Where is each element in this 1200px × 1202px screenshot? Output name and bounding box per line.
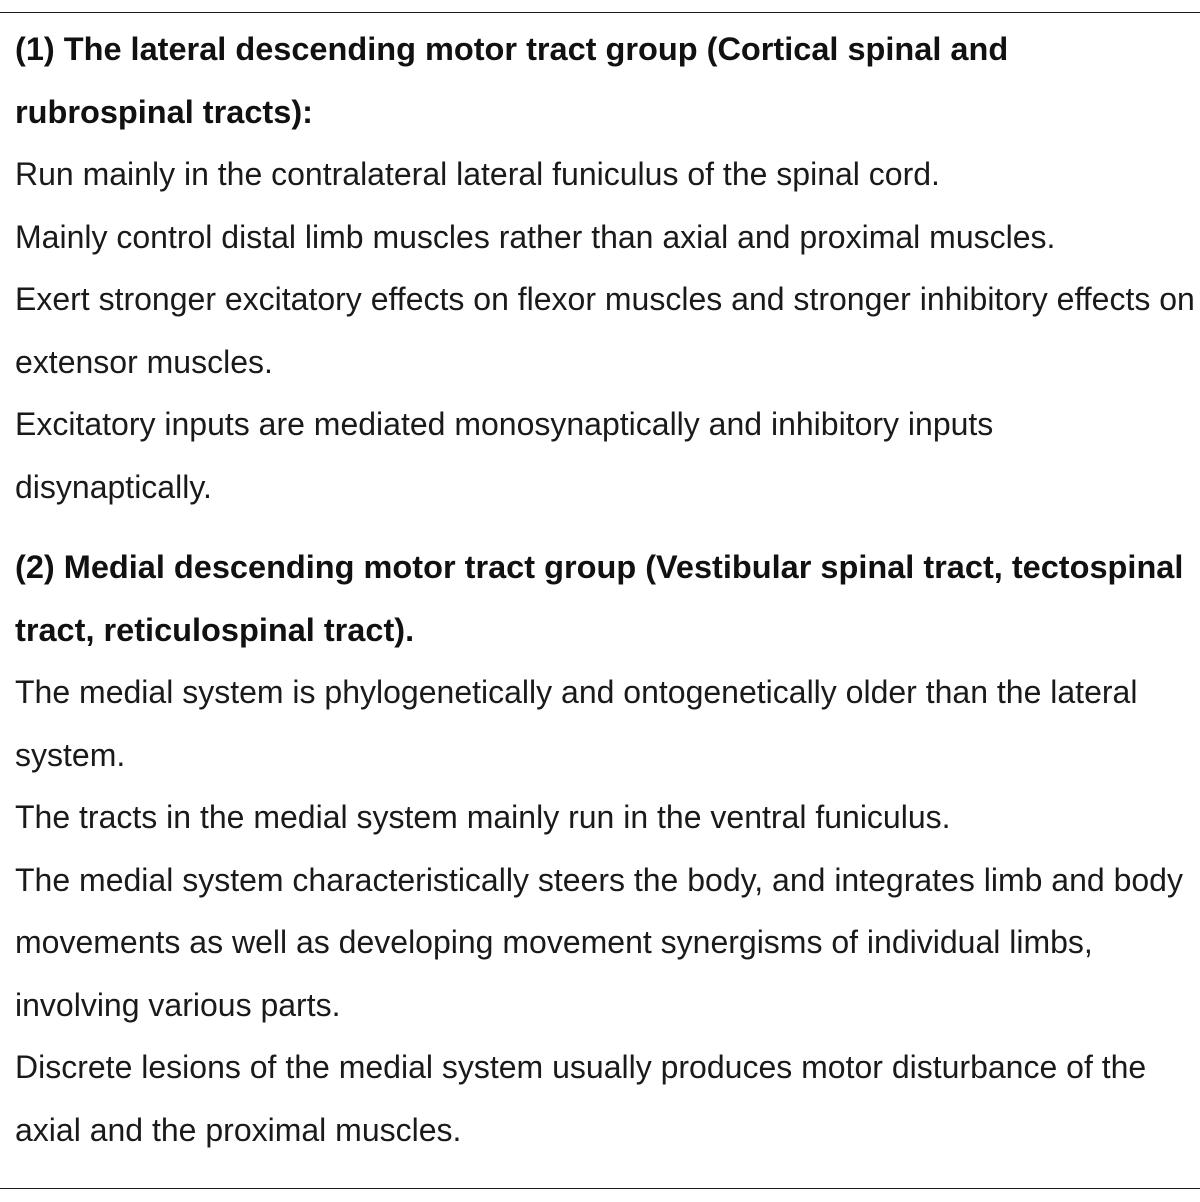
list-item: Excitatory inputs are mediated monosynaptically and inhibitory inputs disynaptically. — [15, 406, 994, 505]
bottom-rule — [0, 1188, 1200, 1189]
list-item: Discrete lesions of the medial system usually produces motor disturbance of the axial and the proximal muscles. — [15, 1049, 1147, 1148]
list-item: Run mainly in the contralateral lateral funiculus of the spinal cord. — [15, 156, 940, 192]
lateral-tract-section — [15, 18, 1195, 518]
medial-tract-section — [15, 536, 1195, 1161]
section-heading: (2) Medial descending motor tract group (Vestibular spinal tract, tectospinal tract, reticulospinal tract). — [15, 549, 1184, 648]
list-item: The tracts in the medial system mainly run in the ventral funiculus. — [15, 799, 951, 835]
list-item: The medial system is phylogenetically and ontogenetically older than the lateral system. — [15, 674, 1138, 773]
list-item: The medial system characteristically steers the body, and integrates limb and body movements as well as developing movement synergisms of individual limbs, involving various parts. — [15, 861, 1183, 1023]
section-gap — [15, 518, 1195, 536]
table-body — [15, 18, 1195, 1161]
section-heading: (1) The lateral descending motor tract group (Cortical spinal and rubrospinal tracts): — [15, 31, 1009, 130]
list-item: Mainly control distal limb muscles rather than axial and proximal muscles. — [15, 218, 1056, 255]
top-rule — [0, 12, 1200, 13]
list-item: Exert stronger excitatory effects on flexor muscles and stronger inhibitory effects on extensor muscles. — [15, 281, 1195, 380]
